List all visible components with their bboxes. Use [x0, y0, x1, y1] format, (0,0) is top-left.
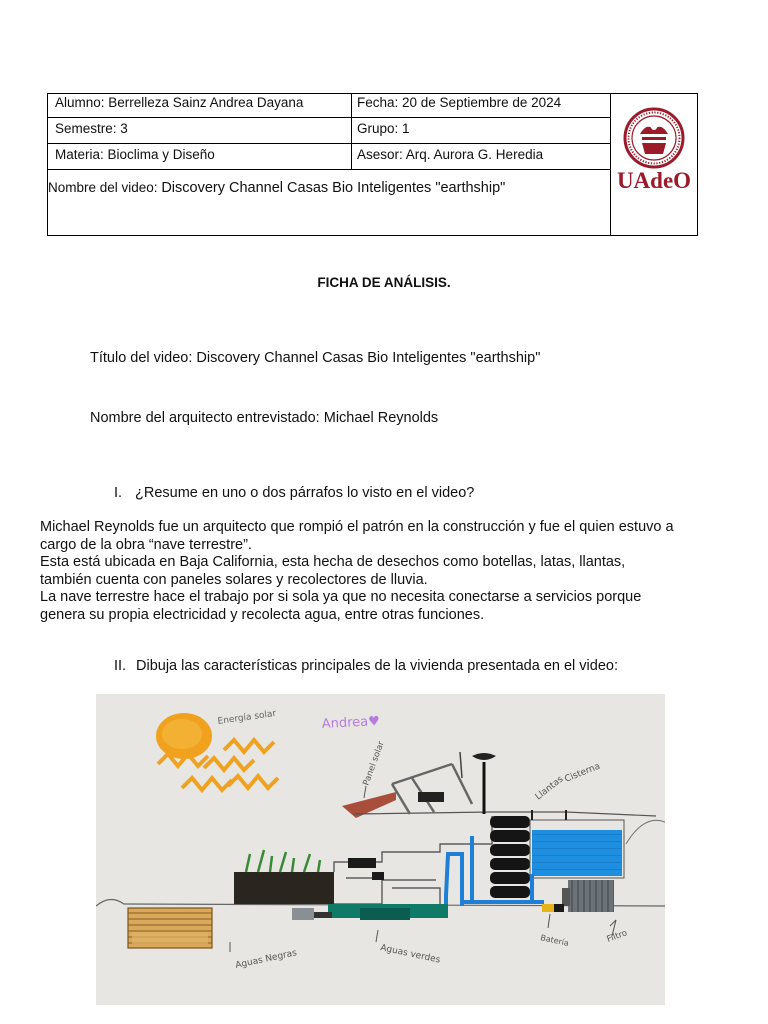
- architect-line: Nombre del arquitecto entrevistado: Michael Reynolds: [90, 410, 439, 426]
- page-title: FICHA DE ANÁLISIS.: [317, 275, 451, 290]
- nombre-video-label: Nombre del video:: [48, 180, 162, 195]
- video-title-line: Título del video: Discovery Channel Casas Bio Inteligentes "earthship": [90, 350, 541, 366]
- label-filtro: Filtro: [605, 928, 629, 945]
- question-1-number: I.: [114, 485, 123, 501]
- nombre-video-value: Discovery Channel Casas Bio Inteligentes "earthship": [161, 180, 506, 196]
- row-divider: [48, 143, 611, 144]
- earthship-drawing: [96, 694, 665, 1005]
- column-divider: [351, 94, 352, 170]
- label-bateria: Batería: [539, 933, 570, 948]
- fecha-field: Fecha: 20 de Septiembre de 2024: [357, 95, 562, 110]
- answer-line: cargo de la obra “nave terrestre”.: [40, 536, 252, 553]
- header-table: [47, 93, 698, 236]
- battery-icon: [542, 904, 554, 912]
- label-panel-solar: Panel solar: [361, 740, 387, 788]
- answer-line: Esta está ubicada en Baja California, esta hecha de desechos como botellas, latas, llantas,: [40, 554, 626, 571]
- answer-paragraph: [40, 519, 740, 625]
- question-2-number: II.: [114, 658, 127, 674]
- tank-gray: [292, 908, 314, 920]
- label-cisterna: Cisterna: [563, 761, 602, 785]
- uadeo-logo: [611, 94, 698, 236]
- semestre-field: Semestre: 3: [55, 121, 128, 136]
- alumno-field: Alumno: Berrelleza Sainz Andrea Dayana: [55, 95, 304, 110]
- cistern-tank: [532, 830, 622, 876]
- question-2-text: Dibuja las características principales de la vivienda presentada en el video:: [136, 658, 618, 674]
- solar-panel-icon: [418, 792, 444, 802]
- wall-block: [348, 858, 376, 868]
- label-aguas-negras: Aguas Negras: [234, 948, 298, 971]
- row-divider: [48, 117, 611, 118]
- nombre-video-field: [48, 180, 505, 196]
- author-name: Andrea♥: [321, 713, 381, 732]
- planter-box: [234, 872, 334, 904]
- question-1-text: ¿Resume en uno o dos párrafos lo visto en el video?: [135, 485, 475, 501]
- answer-line: Michael Reynolds fue un arquitecto que rompió el patrón en la construcción y fue el quien estuvo a: [40, 519, 674, 535]
- filter-block: [568, 880, 614, 912]
- answer-line: genera su propia electricidad y recolecta agua, entre otras funciones.: [40, 606, 485, 623]
- grupo-field: Grupo: 1: [357, 121, 410, 136]
- label-energia-solar: Energía solar: [217, 708, 277, 727]
- logo-text: UAdeO: [616, 168, 692, 193]
- row-divider: [48, 169, 611, 170]
- uadeo-seal-icon: [625, 109, 683, 167]
- materia-field: Materia: Bioclima y Diseño: [55, 147, 215, 162]
- asesor-field: Asesor: Arq. Aurora G. Heredia: [357, 147, 544, 162]
- label-aguas-verdes: Aguas verdes: [379, 943, 442, 966]
- label-llantas: Llantas: [533, 774, 566, 803]
- answer-line: también cuenta con paneles solares y recolectores de lluvia.: [40, 571, 428, 588]
- answer-line: La nave terrestre hace el trabajo por si sola ya que no necesita conectarse a servicios porque: [40, 589, 642, 606]
